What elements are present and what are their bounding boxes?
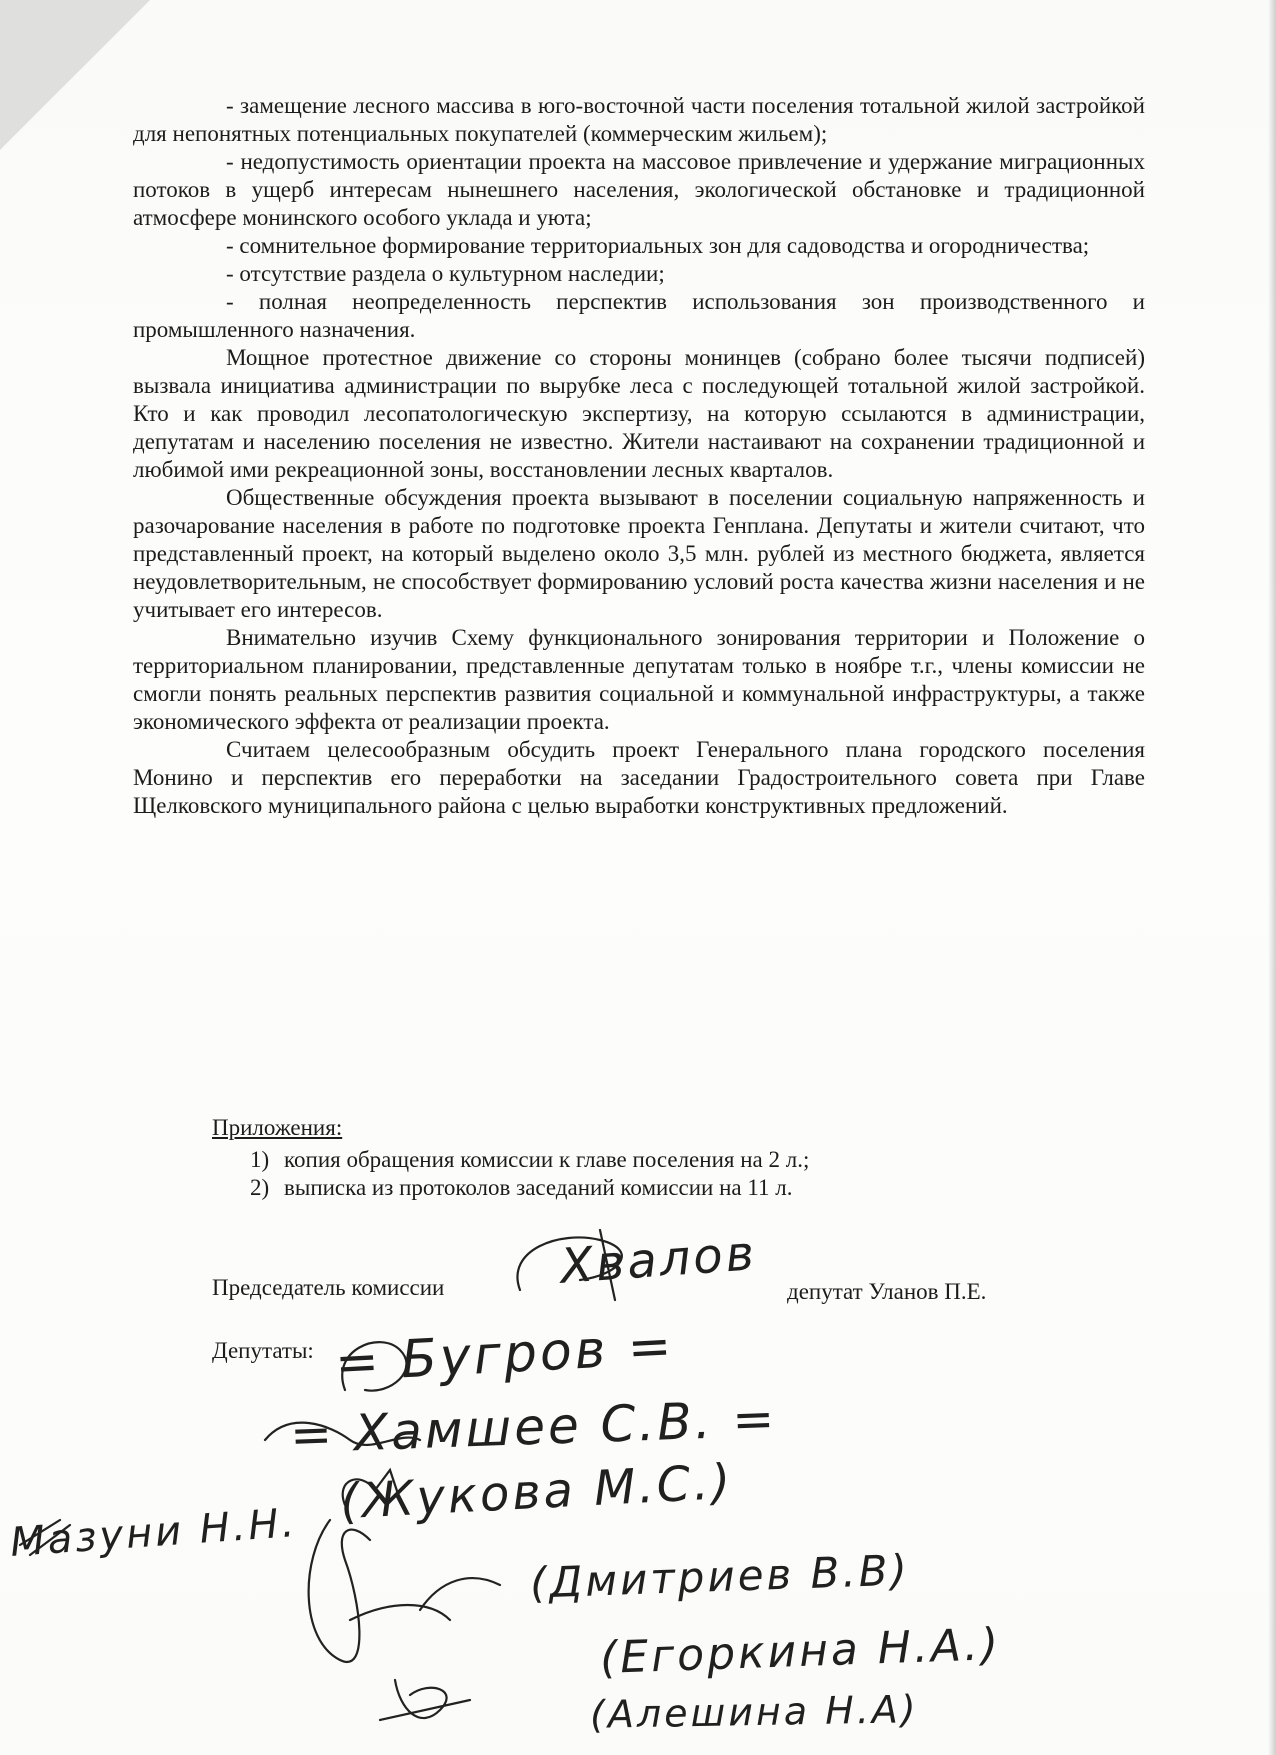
deputy-signature: (Дмитриев В.В) bbox=[529, 1545, 911, 1608]
body-paragraph: Считаем целесообразным обсудить проект Генерального плана городского поселения Монино и перспектив его переработки на заседании Градостроительного совета при Главе Щелковского муниципального района с целью выработки конструктивных предложений. bbox=[133, 737, 1145, 818]
bullet-paragraph: - недопустимость ориентации проекта на массовое привлечение и удержание миграционных потоков в ущерб интересам нынешнего населения, экологической обстановке и традиционной атмосфере монинского особого уклада и уюта; bbox=[133, 149, 1145, 230]
deputy-signature: (Алешина Н.А) bbox=[589, 1687, 919, 1737]
list-item-number: 2) bbox=[250, 1175, 270, 1200]
body-paragraph: Общественные обсуждения проекта вызывают в поселении социальную напряженность и разочарование населения в работе по подготовке проекта Генплана. Депутаты и жители считают, что представленный проект, на который выделено около 3,5 млн. рублей из местного бюджета, является неудовлетворительным, не способствует формированию условий роста качества жизни населения и не учитывает его интересов. bbox=[133, 485, 1145, 622]
deputy-signature-scribble bbox=[265, 1423, 420, 1445]
deputy-signature-scribble bbox=[343, 1470, 400, 1505]
deputy-signature-scribble bbox=[342, 1342, 406, 1390]
bullet-paragraph: - полная неопределенность перспектив использования зон производственного и промышленного назначения. bbox=[133, 289, 1145, 342]
deputy-signature: (Жукова М.С.) bbox=[338, 1453, 735, 1531]
deputy-signature: Мазуни Н.Н. bbox=[8, 1500, 299, 1566]
deputy-signature: = Бугров = bbox=[333, 1316, 676, 1394]
appendix-title: Приложения: bbox=[212, 1115, 343, 1140]
bullet-paragraph: - сомнительное формирование территориальных зон для садоводства и огородничества; bbox=[226, 233, 1090, 258]
deputy-signature-scribble bbox=[420, 1578, 500, 1610]
deputy-signature: = Хамшее С.В. = bbox=[289, 1389, 779, 1465]
chair-name: депутат Уланов П.Е. bbox=[787, 1279, 987, 1304]
body-paragraph: Внимательно изучив Схему функционального зонирования территории и Положение о территориальном планировании, представленные депутатам только в ноябре т.г., члены комиссии не смогли понять реальных перспектив развития социальной и коммунальной инфраструктуры, а также экономического эффекта от реализации проекта. bbox=[133, 625, 1145, 734]
list-item-text: копия обращения комиссии к главе поселения на 2 л.; bbox=[284, 1147, 810, 1172]
bullet-paragraph: - отсутствие раздела о культурном наследии; bbox=[226, 261, 665, 286]
bullet-paragraph: - замещение лесного массива в юго-восточной части поселения тотальной жилой застройкой для непонятных потенциальных покупателей (коммерческим жильем); bbox=[133, 93, 1145, 146]
deputy-signature-scribble bbox=[380, 1680, 470, 1720]
list-item-text: выписка из протоколов заседаний комиссии на 11 л. bbox=[284, 1175, 793, 1200]
chair-label: Председатель комиссии bbox=[212, 1275, 445, 1300]
deputy-signature-loop bbox=[309, 1520, 450, 1662]
chair-signature-flourish bbox=[517, 1230, 621, 1300]
deputies-label: Депутаты: bbox=[212, 1338, 314, 1363]
deputy-signature: (Егоркина Н.А.) bbox=[599, 1619, 1002, 1684]
list-item-number: 1) bbox=[250, 1147, 270, 1172]
deputy-signature-scribble bbox=[20, 1520, 70, 1555]
body-paragraph: Мощное протестное движение со стороны монинцев (собрано более тысячи подписей) вызвала инициатива администрации по вырубке леса с последующей тотальной жилой застройкой. Кто и как проводил лесопатологическую экспертизу, на которую ссылаются в администрации, депутатам и населению поселения не известно. Жители настаивают на сохранении традиционной и любимой ими рекреационной зоны, восстановлении лесных кварталов. bbox=[133, 345, 1145, 482]
chair-signature: Хвалов bbox=[558, 1225, 759, 1295]
